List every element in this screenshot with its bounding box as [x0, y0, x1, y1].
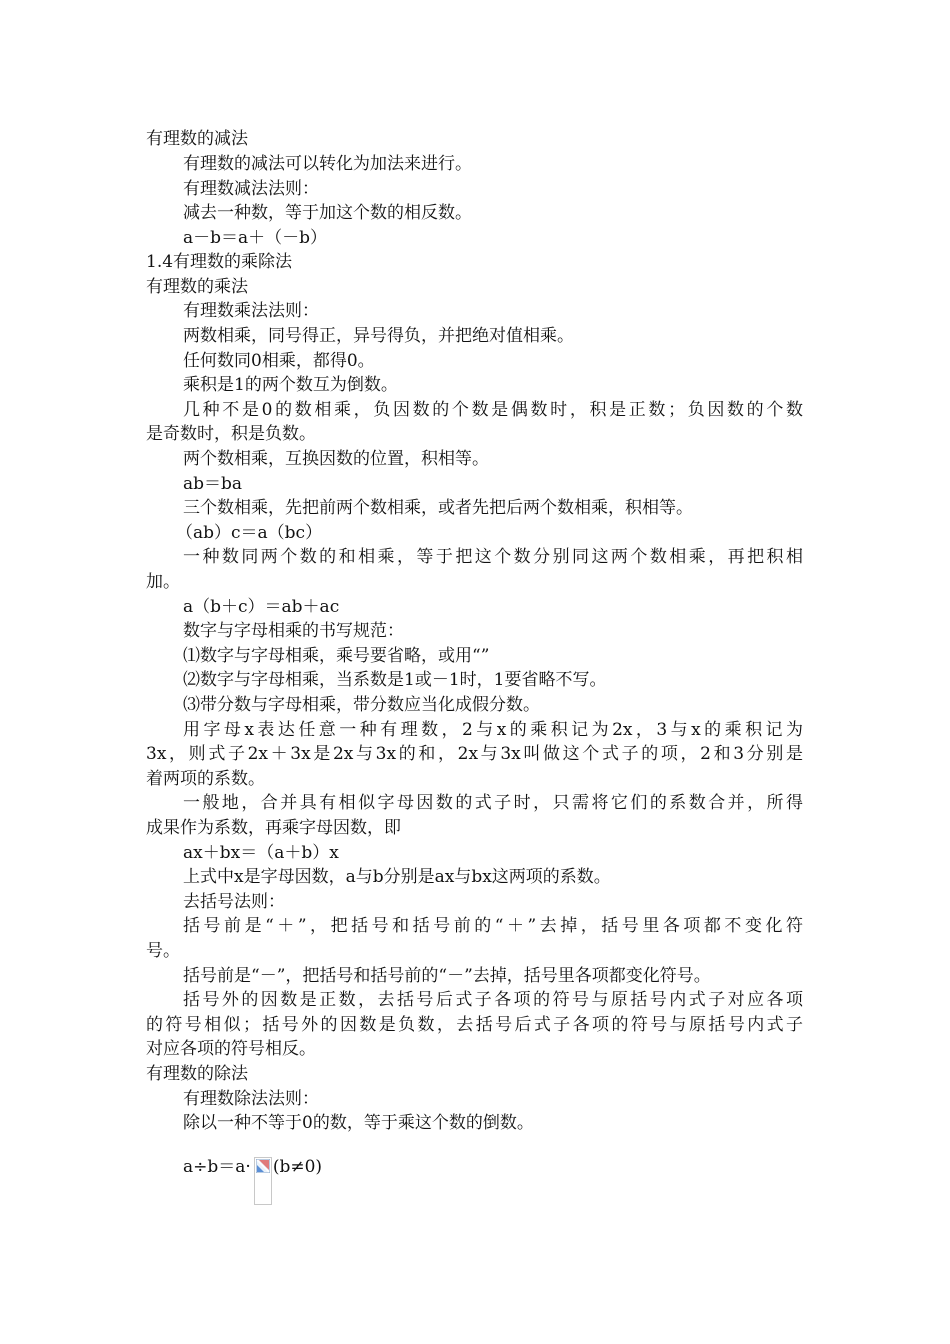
rule-heading: 有理数除法法则： — [183, 1089, 319, 1109]
list-item: ⑵数字与字母相乘，当系数是1或－1时，1要省略不写。 — [183, 670, 607, 690]
paragraph-line: 乘积是1的两个数互为倒数。 — [183, 375, 398, 395]
formula-left: a÷b＝a· — [183, 1157, 251, 1177]
paragraph-line: 号。 — [146, 941, 180, 961]
paragraph-line: 上式中x是字母因数，a与b分别是ax与bx这两项的系数。 — [183, 867, 611, 887]
list-item: ⑴数字与字母相乘，乘号要省略，或用“” — [183, 646, 490, 666]
paragraph-line: 有理数的减法可以转化为加法来进行。 — [183, 154, 472, 174]
paragraph-line: 一种数同两个数的和相乘，等于把这个数分别同这两个数相乘，再把积相 — [183, 547, 803, 567]
paragraph-line: 除以一种不等于0的数，等于乘这个数的倒数。 — [183, 1113, 534, 1133]
paragraph-line: 用字母x表达任意一种有理数，2与x的乘积记为2x，3与x的乘积记为 — [183, 720, 803, 740]
list-item: ⑶带分数与字母相乘，带分数应当化成假分数。 — [183, 695, 540, 715]
rule-heading: 有理数乘法法则： — [183, 301, 319, 321]
formula-line: ax＋bx＝（a＋b）x — [183, 843, 339, 863]
paragraph-line: 括号前是“－”，把括号和括号前的“－”去掉，括号里各项都变化符号。 — [183, 966, 711, 986]
paragraph-line: 任何数同0相乘，都得0。 — [183, 351, 375, 371]
division-formula — [183, 1155, 322, 1205]
paragraph-line: 成果作为系数，再乘字母因数，即 — [146, 818, 401, 838]
paragraph-line: 加。 — [146, 572, 180, 592]
paragraph-line: 两数相乘，同号得正，异号得负，并把绝对值相乘。 — [183, 326, 574, 346]
rule-heading: 数字与字母相乘的书写规范： — [183, 621, 404, 641]
rule-heading: 去括号法则： — [183, 892, 285, 912]
broken-image-icon — [254, 1157, 272, 1205]
section-heading: 有理数的除法 — [146, 1064, 248, 1084]
paragraph-line: 对应各项的符号相反。 — [146, 1039, 316, 1059]
paragraph-line: 两个数相乘，互换因数的位置，积相等。 — [183, 449, 489, 469]
formula-line: a（b＋c）＝ab＋ac — [183, 597, 340, 617]
chapter-heading: 1.4有理数的乘除法 — [146, 252, 293, 272]
paragraph-line: 括号外的因数是正数，去括号后式子各项的符号与原括号内式子对应各项 — [183, 990, 803, 1010]
section-heading: 有理数的减法 — [146, 129, 248, 149]
paragraph-line: 的符号相似；括号外的因数是负数，去括号后式子各项的符号与原括号内式子 — [146, 1015, 803, 1035]
paragraph-line: 三个数相乘，先把前两个数相乘，或者先把后两个数相乘，积相等。 — [183, 498, 693, 518]
paragraph-line: 3x，则式子2x＋3x是2x与3x的和，2x与3x叫做这个式子的项，2和3分别是 — [146, 744, 803, 764]
rule-heading: 有理数减法法则： — [183, 179, 319, 199]
paragraph-line: 减去一种数，等于加这个数的相反数。 — [183, 203, 472, 223]
section-heading: 有理数的乘法 — [146, 277, 248, 297]
formula-line: a－b＝a＋（－b） — [183, 228, 328, 248]
formula-line: ab＝ba — [183, 474, 243, 494]
formula-line: （ab）c＝a（bc） — [176, 523, 323, 543]
paragraph-line: 是奇数时，积是负数。 — [146, 424, 316, 444]
paragraph-line: 括号前是“＋”，把括号和括号前的“＋”去掉，括号里各项都不变化符 — [183, 916, 803, 936]
paragraph-line: 几种不是0的数相乘，负因数的个数是偶数时，积是正数；负因数的个数 — [183, 400, 803, 420]
formula-right: (b≠0) — [272, 1157, 323, 1177]
paragraph-line: 一般地，合并具有相似字母因数的式子时，只需将它们的系数合并，所得 — [183, 793, 803, 813]
paragraph-line: 着两项的系数。 — [146, 769, 265, 789]
